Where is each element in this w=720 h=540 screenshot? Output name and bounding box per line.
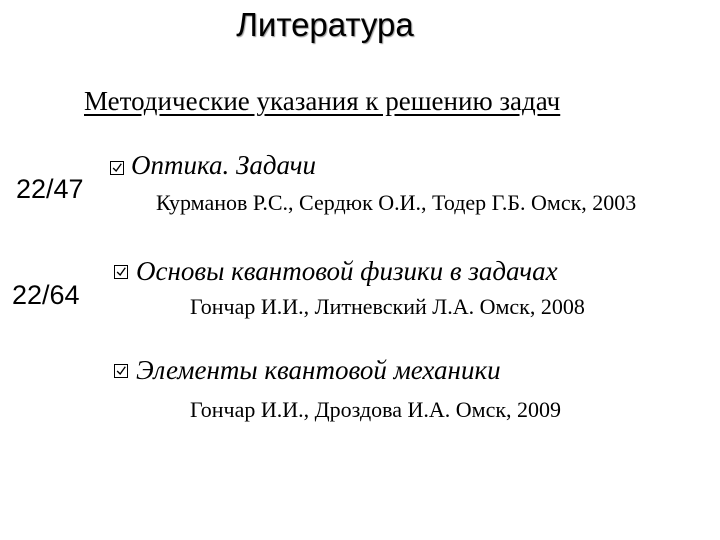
book-title-3: Элементы квантовой механики (136, 355, 501, 385)
book-info-3: Гончар И.И., Дроздова И.А. Омск, 2009 (190, 397, 562, 422)
checkbox-checked-icon (114, 265, 128, 279)
library-code-1: 22/47 (16, 174, 84, 204)
book-title-2: Основы квантовой физики в задачах (136, 256, 558, 286)
book-info-2: Гончар И.И., Литневский Л.А. Омск, 2008 (190, 294, 585, 319)
checkbox-checked-icon (114, 364, 128, 378)
book-info-1: Курманов Р.С., Сердюк О.И., Тодер Г.Б. Омск, 2003 (156, 190, 637, 215)
section-subtitle: Методические указания к решению задач (84, 86, 561, 116)
slide-title: Литература (236, 6, 414, 43)
book-title-1: Оптика. Задачи (131, 150, 317, 180)
checkbox-checked-icon (110, 161, 124, 175)
library-code-2: 22/64 (12, 280, 80, 310)
